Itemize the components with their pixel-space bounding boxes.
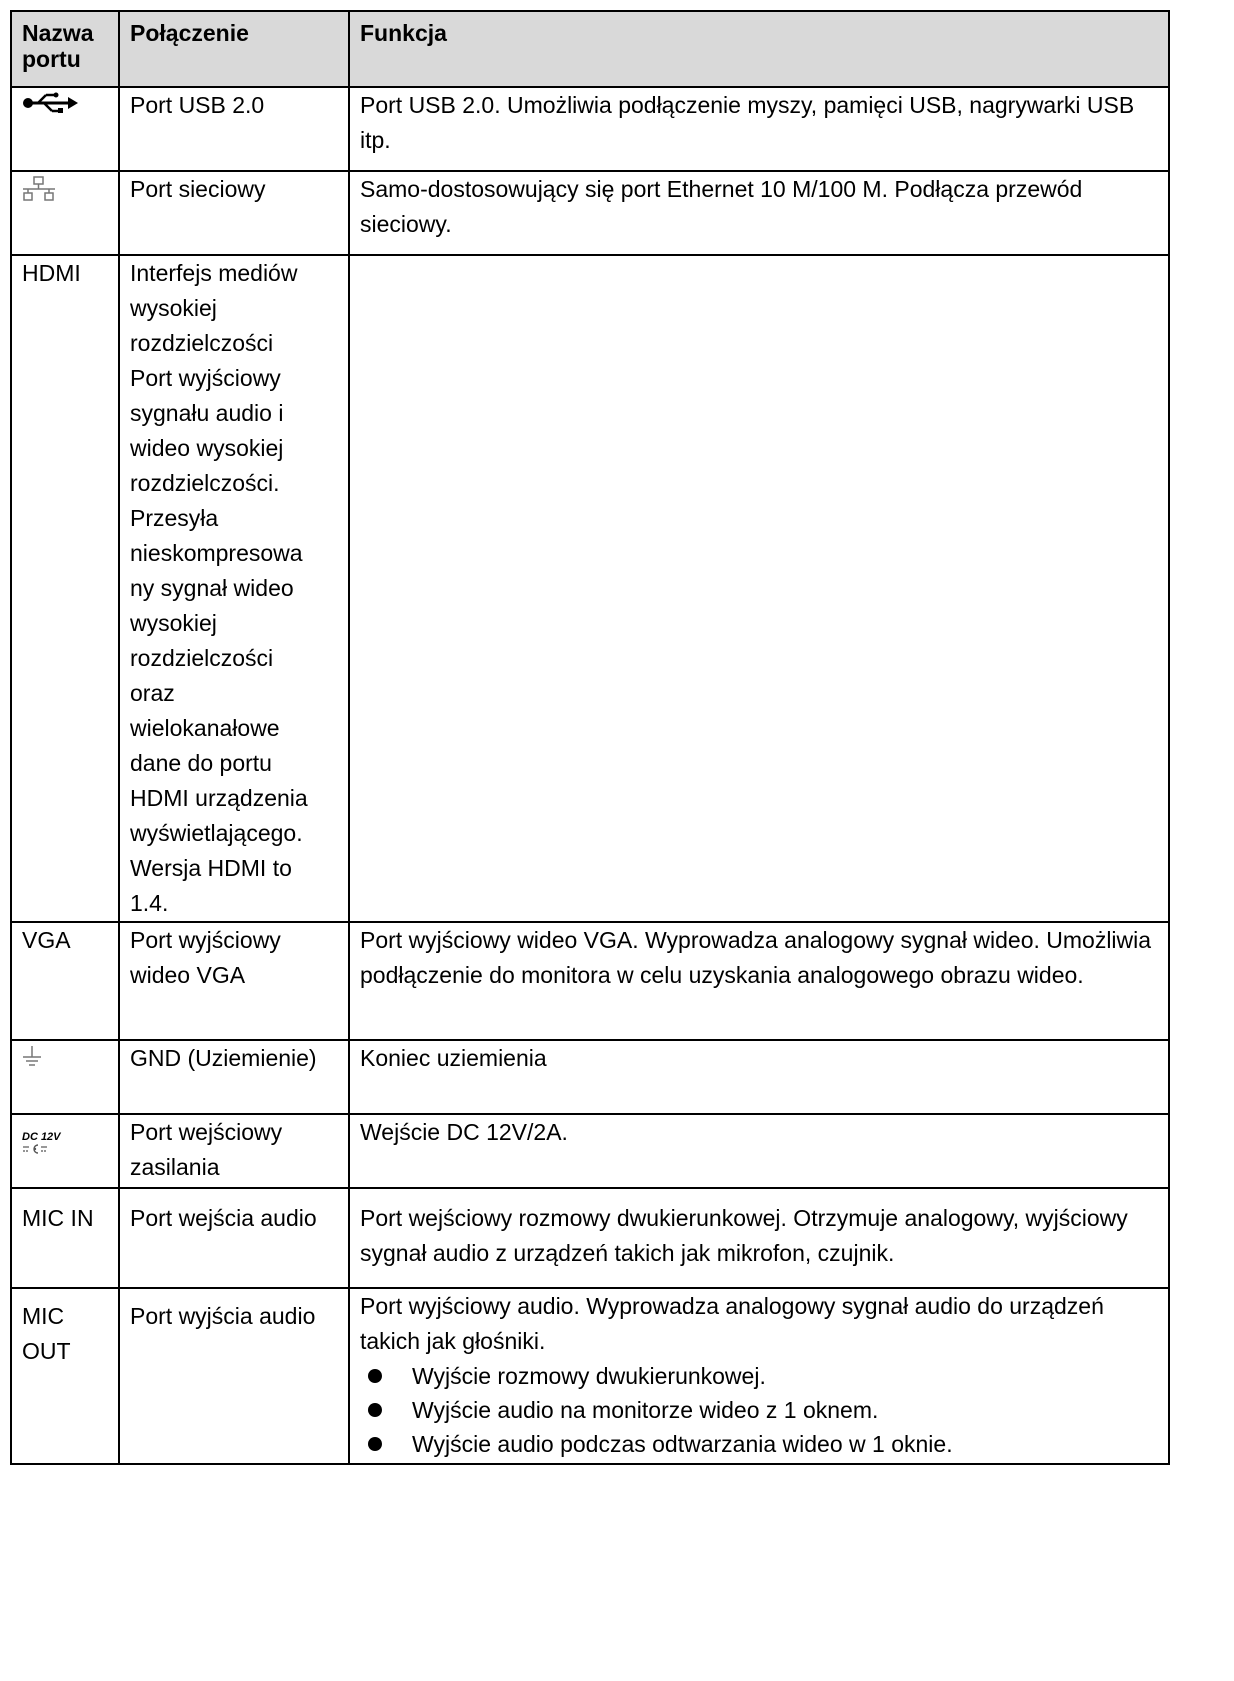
connection-line: dane do portu xyxy=(130,750,272,776)
port-name-cell: MIC IN xyxy=(11,1188,119,1288)
ground-icon xyxy=(22,1045,84,1075)
function-cell: Port wejściowy rozmowy dwukierunkowej. Otrzymuje analogowy, wyjściowy sygnał audio z urządzeń takich jak mikrofon, czujnik. xyxy=(349,1188,1169,1288)
connection-line: HDMI urządzenia xyxy=(130,785,308,811)
function-bullet-list xyxy=(360,1359,1158,1463)
function-cell: Samo-dostosowujący się port Ethernet 10 M/100 M. Podłącza przewód sieciowy. xyxy=(349,171,1169,255)
connection-line: ny sygnał wideo xyxy=(130,575,294,601)
connection-cell: Port USB 2.0 xyxy=(119,87,349,171)
port-table xyxy=(10,10,1170,1465)
connection-line: wideo wysokiej xyxy=(130,435,284,461)
function-cell: Wejście DC 12V/2A. xyxy=(349,1114,1169,1188)
connection-line: 1.4. xyxy=(130,890,169,916)
connection-cell: Port sieciowy xyxy=(119,171,349,255)
connection-line: Przesyła xyxy=(130,505,219,531)
connection-line: wyświetlającego. xyxy=(130,820,303,846)
bullet-text: Wyjście audio podczas odtwarzania wideo w 1 oknie. xyxy=(412,1431,953,1457)
list-item xyxy=(360,1359,1158,1393)
table-row xyxy=(11,1040,1169,1114)
function-cell xyxy=(349,1288,1169,1464)
connection-cell: Port wejścia audio xyxy=(119,1188,349,1288)
port-name-cell: VGA xyxy=(11,922,119,1040)
connection-line: sygnału audio i xyxy=(130,400,284,426)
port-name-cell: HDMI xyxy=(11,255,119,922)
table-row xyxy=(11,1288,1169,1464)
connection-cell: Port wejściowy zasilania xyxy=(119,1114,349,1188)
bullet-icon xyxy=(368,1437,382,1451)
table-header-row xyxy=(11,11,1169,87)
function-cell: Port wyjściowy wideo VGA. Wyprowadza analogowy sygnał wideo. Umożliwia podłączenie do monitora w celu uzyskania analogowego obrazu wideo. xyxy=(349,922,1169,1040)
connection-line: rozdzielczości. xyxy=(130,470,280,496)
function-text: Port wyjściowy audio. Wyprowadza analogowy sygnał audio do urządzeń takich jak głośniki. xyxy=(360,1293,1104,1354)
connection-line: rozdzielczości xyxy=(130,330,274,356)
table-row xyxy=(11,1114,1169,1188)
usb-icon xyxy=(22,92,84,122)
port-name-cell xyxy=(11,1114,119,1188)
connection-cell xyxy=(119,255,349,922)
header-connection: Połączenie xyxy=(119,11,349,87)
table-row xyxy=(11,255,1169,922)
function-cell: Port USB 2.0. Umożliwia podłączenie myszy, pamięci USB, nagrywarki USB itp. xyxy=(349,87,1169,171)
header-port-name: Nazwa portu xyxy=(11,11,119,87)
port-name-cell xyxy=(11,87,119,171)
table-row xyxy=(11,922,1169,1040)
connection-line: Wersja HDMI to xyxy=(130,855,292,881)
connection-line: wielokanałowe xyxy=(130,715,280,741)
connection-line: rozdzielczości xyxy=(130,645,274,671)
bullet-icon xyxy=(368,1369,382,1383)
bullet-text: Wyjście rozmowy dwukierunkowej. xyxy=(412,1363,766,1389)
table-row xyxy=(11,171,1169,255)
table-row xyxy=(11,87,1169,171)
network-icon xyxy=(22,176,84,206)
list-item xyxy=(360,1427,1158,1461)
table-row xyxy=(11,1188,1169,1288)
function-cell: Koniec uziemienia xyxy=(349,1040,1169,1114)
function-cell xyxy=(349,255,1169,922)
bullet-text: Wyjście audio na monitorze wideo z 1 oknem. xyxy=(412,1397,879,1423)
header-function: Funkcja xyxy=(349,11,1169,87)
port-name-cell: MIC OUT xyxy=(11,1288,119,1464)
connection-cell: Port wyjścia audio xyxy=(119,1288,349,1464)
port-name-cell xyxy=(11,171,119,255)
bullet-icon xyxy=(368,1403,382,1417)
dc-label: DC 12V xyxy=(22,1131,61,1143)
connection-cell: GND (Uziemienie) xyxy=(119,1040,349,1114)
connection-line: Port wyjściowy xyxy=(130,365,281,391)
dc-power-icon xyxy=(22,1132,84,1162)
connection-cell: Port wyjściowy wideo VGA xyxy=(119,922,349,1040)
connection-line: Interfejs mediów xyxy=(130,260,298,286)
port-name-cell xyxy=(11,1040,119,1114)
list-item xyxy=(360,1393,1158,1427)
connection-line: nieskompresowa xyxy=(130,540,303,566)
connection-line: wysokiej xyxy=(130,610,217,636)
connection-line: oraz xyxy=(130,680,175,706)
connection-line: wysokiej xyxy=(130,295,217,321)
